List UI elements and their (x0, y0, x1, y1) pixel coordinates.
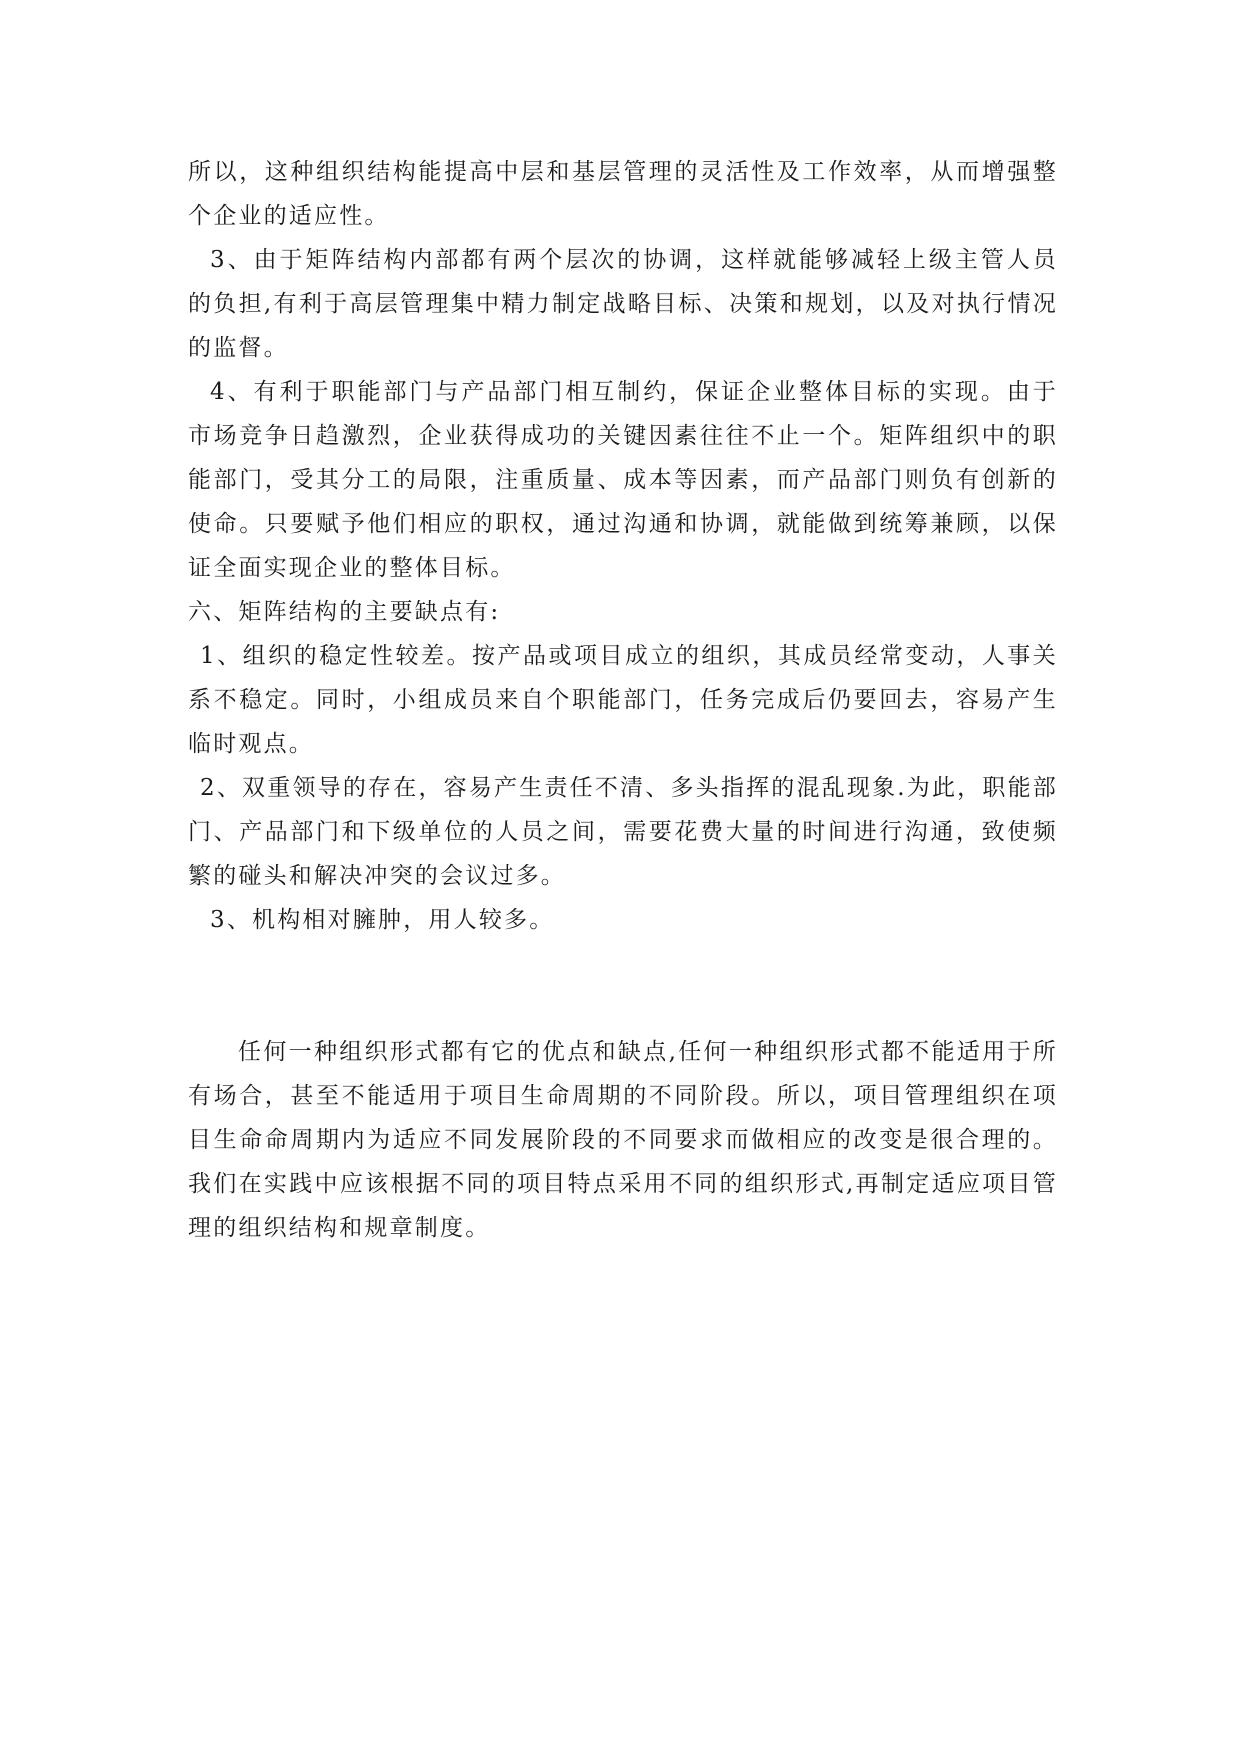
paragraph-continuation: 所以，这种组织结构能提高中层和基层管理的灵活性及工作效率，从而增强整个企业的适应性。 (188, 159, 1058, 229)
paragraph-advantage-3: 3、由于矩阵结构内部都有两个层次的协调，这样就能够减轻上级主管人员的负担,有利于高层管理集中精力制定战略目标、决策和规划，以及对执行情况的监督。 (188, 247, 1058, 361)
paragraph-advantage-4: 4、有利于职能部门与产品部门相互制约，保证企业整体目标的实现。由于市场竞争日趋激烈，企业获得成功的关键因素往往不止一个。矩阵组织中的职能部门，受其分工的局限，注重质量、成本等因素，而产品部门则负有创新的使命。只要赋予他们相应的职权，通过沟通和协调，就能做到统筹兼顾，以保证全面实现企业的整体目标。 (188, 379, 1058, 581)
document-body (188, 150, 1058, 1250)
paragraph-disadvantage-3: 3、机构相对臃肿，用人较多。 (210, 907, 555, 933)
paragraph-conclusion: 任何一种组织形式都有它的优点和缺点,任何一种组织形式都不能适用于所有场合，甚至不能适用于项目生命周期的不同阶段。所以，项目管理组织在项目生命命周期内为适应不同发展阶段的不同要求而做相应的改变是很合理的。我们在实践中应该根据不同的项目特点采用不同的组织形式,再制定适应项目管理的组织结构和规章制度。 (188, 1039, 1058, 1241)
section-heading-disadvantages: 六、矩阵结构的主要缺点有: (188, 599, 501, 625)
paragraph-disadvantage-1: 1、组织的稳定性较差。按产品或项目成立的组织，其成员经常变动，人事关系不稳定。同时，小组成员来自个职能部门，任务完成后仍要回去，容易产生临时观点。 (188, 643, 1058, 757)
paragraph-disadvantage-2: 2、双重领导的存在，容易产生责任不清、多头指挥的混乱现象.为此，职能部门、产品部门和下级单位的人员之间，需要花费大量的时间进行沟通，致使频繁的碰头和解决冲突的会议过多。 (188, 775, 1058, 889)
